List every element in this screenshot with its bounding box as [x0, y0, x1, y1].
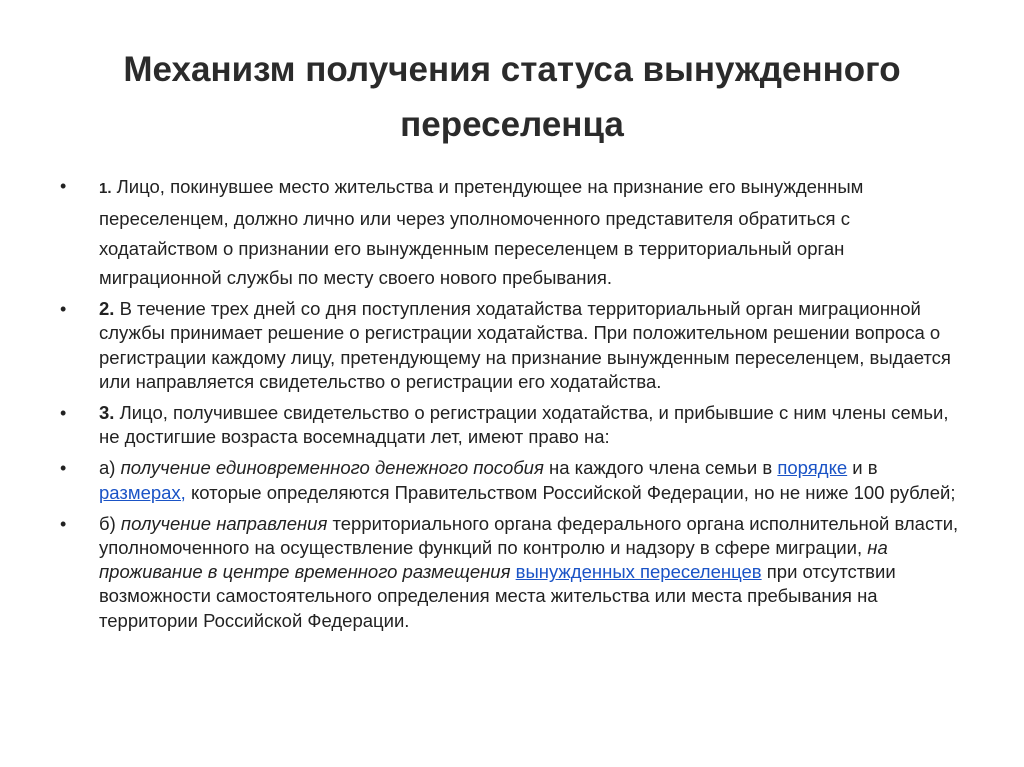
item-text: при отсутствии возможности самостоятельного определения места жительства или места пребывания на территории Российской Федерации.	[99, 561, 896, 631]
list-item-2	[60, 297, 960, 394]
item-italic-text: на проживание в центре временного размещения	[99, 537, 888, 583]
item-number: 2.	[99, 298, 115, 320]
bullet-icon: •	[60, 513, 67, 534]
list-item-4	[60, 456, 960, 504]
item-italic-text: получение направления	[120, 512, 328, 534]
list-item-3	[60, 401, 960, 449]
item-number: 3.	[99, 402, 115, 423]
item-prefix: а)	[99, 457, 121, 479]
item-text: на каждого члена семьи в	[543, 457, 778, 479]
bullet-icon: •	[60, 458, 67, 479]
item-text: и в	[847, 457, 878, 479]
item-text: Лицо, получившее свидетельство о регистрации ходатайства, и прибывшие с ним члены семьи, не достигшие возраста восемнадцати лет, имеют право на:	[99, 402, 949, 448]
bullet-icon: •	[60, 299, 67, 320]
bullet-icon: •	[60, 403, 67, 423]
list-item-1	[60, 172, 960, 293]
item-italic-text: получение единовременного денежного пособия	[120, 457, 544, 479]
order-link[interactable]: порядке	[777, 457, 848, 479]
item-prefix: б)	[99, 512, 121, 534]
bullet-icon: •	[60, 176, 67, 196]
item-number: 1.	[99, 180, 112, 197]
amounts-link[interactable]: размерах,	[99, 481, 186, 503]
slide-title: Механизм получения статуса вынужденного переселенца	[123, 50, 901, 144]
bullet-list	[60, 172, 960, 640]
item-text: В течение трех дней со дня поступления ходатайства территориальный орган миграционной службы принимает решение о регистрации ходатайства. При положительном решении вопроса о регистрации каждому лицу, претендующему на признание вынужденным переселенцем, выдается или направляется свидетельство о регистрации его ходатайства.	[99, 298, 951, 392]
item-text: которые определяются Правительством Российской Федерации, но не ниже 100 рублей;	[185, 481, 956, 503]
item-text: Лицо, покинувшее место жительства и претендующее на признание его вынужденным переселенцем, должно лично или через уполномоченного представителя обратиться с ходатайством о признании его вынужденным переселенцем в территориальный орган миграционной службы по месту своего нового пребывания.	[99, 176, 864, 289]
displaced-persons-link[interactable]: вынужденных переселенцев	[515, 561, 762, 583]
item-text: территориального органа федерального органа исполнительной власти, уполномоченного на осуществление функций по контролю и надзору в сфере миграции,	[99, 512, 959, 559]
list-item-5	[60, 512, 960, 633]
